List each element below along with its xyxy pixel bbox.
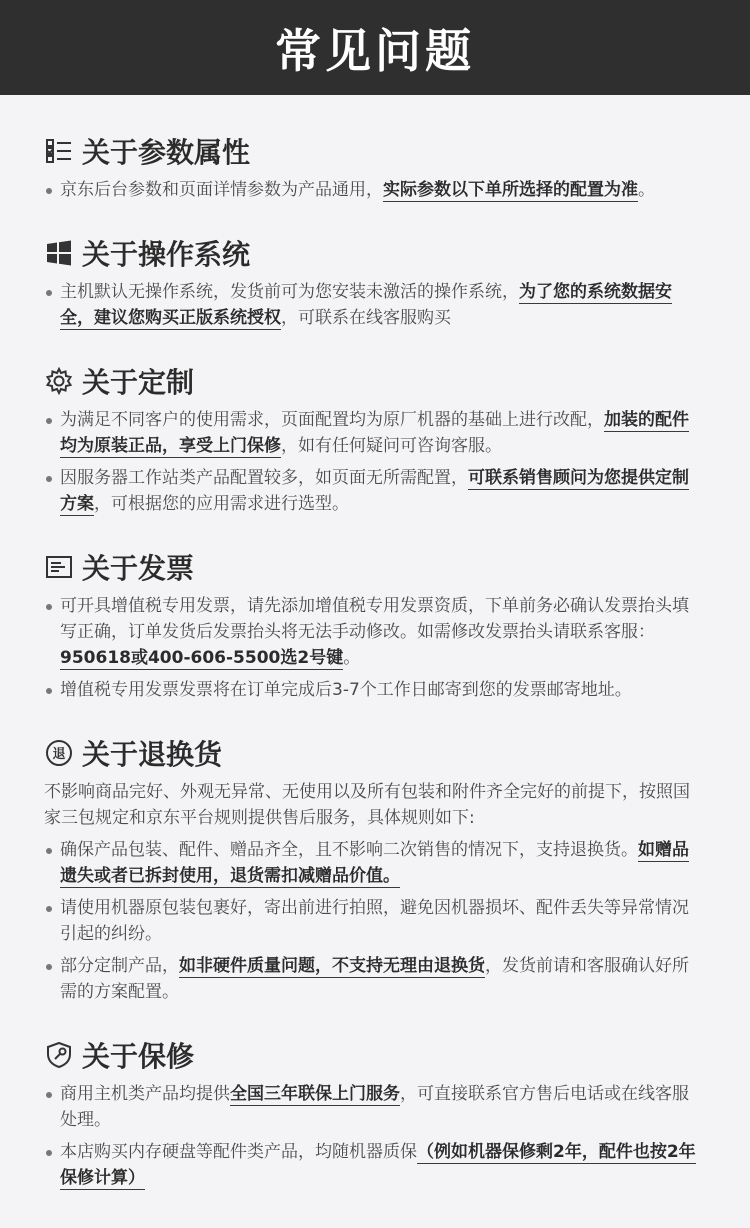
- section-warranty: [44, 1035, 704, 1191]
- list-item: 确保产品包装、配件、赠品齐全，且不影响二次销售的情况下，支持退换货。如赠品遗失或者已拆封使用，退货需扣减赠品价值。: [44, 837, 704, 889]
- list-item: 可开具增值税专用发票，请先添加增值税专用发票资质，下单前务必确认发票抬头填写正确，订单发货后发票抬头将无法手动修改。如需修改发票抬头请联系客服：950618或400-606-5500选2号键。: [44, 593, 704, 671]
- section-invoice: [44, 547, 704, 703]
- gear-icon: [44, 366, 74, 396]
- section-title: 关于发票: [44, 547, 704, 587]
- list-item: 商用主机类产品均提供全国三年联保上门服务，可直接联系官方售后电话或在线客服处理。: [44, 1081, 704, 1133]
- section-custom: [44, 361, 704, 517]
- section-params: [44, 131, 704, 203]
- checklist-icon: [44, 136, 74, 166]
- return-icon: [44, 738, 74, 768]
- list-item: 部分定制产品，如非硬件质量问题，不支持无理由退换货，发货前请和客服确认好所需的方案配置。: [44, 953, 704, 1005]
- list-item: 请使用机器原包装包裹好，寄出前进行拍照，避免因机器损坏、配件丢失等异常情况引起的纠纷。: [44, 895, 704, 947]
- list-item: 主机默认无操作系统，发货前可为您安装未激活的操作系统，为了您的系统数据安全，建议您购买正版系统授权，可联系在线客服购买: [44, 279, 704, 331]
- section-title: 关于操作系统: [44, 233, 704, 273]
- section-title: 关于保修: [44, 1035, 704, 1075]
- page-title: 常见问题: [275, 23, 475, 78]
- list-item: 本店购买内存硬盘等配件类产品，均随机器质保（例如机器保修剩2年，配件也按2年保修计算）: [44, 1139, 704, 1191]
- section-intro: 不影响商品完好、外观无异常、无使用以及所有包装和附件齐全完好的前提下，按照国家三包规定和京东平台规则提供售后服务，具体规则如下:: [44, 782, 690, 828]
- windows-icon: [44, 238, 74, 268]
- section-title: 关于参数属性: [44, 131, 704, 171]
- section-os: [44, 233, 704, 331]
- section-title: 关于定制: [44, 361, 704, 401]
- shield-wrench-icon: [44, 1040, 74, 1070]
- list-item: 为满足不同客户的使用需求，页面配置均为原厂机器的基础上进行改配，加装的配件均为原装正品，享受上门保修，如有任何疑问可咨询客服。: [44, 407, 704, 459]
- list-item: 因服务器工作站类产品配置较多，如页面无所需配置，可联系销售顾问为您提供定制方案，可根据您的应用需求进行选型。: [44, 465, 704, 517]
- list-item: 京东后台参数和页面详情参数为产品通用，实际参数以下单所选择的配置为准。: [44, 177, 704, 203]
- list-item: 增值税专用发票发票将在订单完成后3-7个工作日邮寄到您的发票邮寄地址。: [44, 677, 704, 703]
- section-title: 退 关于退换货: [44, 733, 704, 773]
- invoice-icon: [44, 552, 74, 582]
- section-returns: [44, 733, 704, 1005]
- page-header: [0, 0, 750, 95]
- svg-text:退: 退: [52, 747, 66, 762]
- faq-content: [0, 131, 750, 1191]
